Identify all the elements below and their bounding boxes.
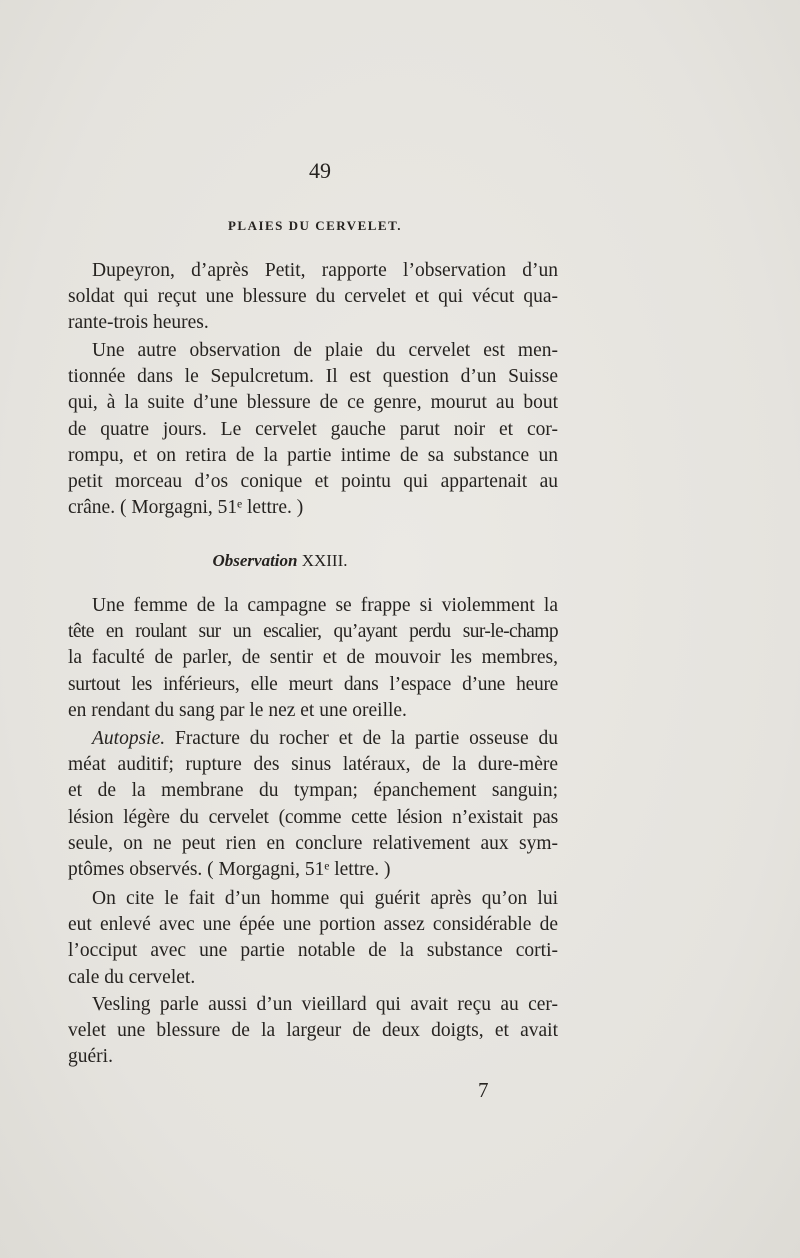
paragraph-vesling xyxy=(68,992,558,1071)
text-line: Vesling parle aussi d’un vieillard qui avait reçu au cer- xyxy=(92,994,558,1015)
text-line: qui, à la suite d’une blessure de ce genre, mourut au bout xyxy=(68,392,558,414)
text-line: Une femme de la campagne se frappe si violemment la xyxy=(92,595,558,616)
observation-number: XXIII. xyxy=(301,551,348,570)
text-line: de quatre jours. Le cervelet gauche parut noir et cor- xyxy=(68,418,558,440)
text-line: méat auditif; rupture des sinus latéraux, de la dure-mère xyxy=(68,754,558,776)
text-line: l’occiput avec une partie notable de la substance corti- xyxy=(68,940,558,962)
text-line: soldat qui reçut une blessure du cervelet et qui vécut qua- xyxy=(68,286,558,308)
autopsie-label: Autopsie. xyxy=(92,728,166,749)
section-heading: PLAIES DU CERVELET. xyxy=(227,218,403,233)
text-line: petit morceau d’os conique et pointu qui appartenait au xyxy=(68,470,558,492)
text-line: Dupeyron, d’après Petit, rapporte l’observation d’un xyxy=(92,260,558,281)
signature-mark: 7 xyxy=(478,1078,489,1102)
text-line: cale du cervelet. xyxy=(68,966,196,988)
page-number: 49 xyxy=(309,158,331,183)
text-line: crâne. ( Morgagni, 51ᵉ lettre. ) xyxy=(68,497,304,519)
paragraph-occiput xyxy=(68,886,558,991)
observation-heading xyxy=(0,551,560,571)
text-line: ptômes observés. ( Morgagni, 51ᵉ lettre. ) xyxy=(68,858,391,880)
paragraph-dupeyron xyxy=(68,258,558,337)
text-line xyxy=(68,726,558,752)
text-line: seule, on ne peut rien en conclure relativement aux sym- xyxy=(68,832,558,854)
text-line: en rendant du sang par le nez et une oreille. xyxy=(68,699,407,721)
autopsie-first-line: Fracture du rocher et de la partie osseuse du xyxy=(165,728,558,749)
text-line: la faculté de parler, de sentir et de mouvoir les membres, xyxy=(68,647,558,669)
text-line: velet une blessure de la largeur de deux doigts, et avait xyxy=(68,1020,558,1042)
text-line: et de la membrane du tympan; épanchement sanguin; xyxy=(68,780,558,802)
text-line: rante-trois heures. xyxy=(68,312,209,334)
text-line: Une autre observation de plaie du cervelet est men- xyxy=(92,340,558,361)
text-line: On cite le fait d’un homme qui guérit après qu’on lui xyxy=(92,888,558,909)
text-line: eut enlevé avec une épée une portion assez considérable de xyxy=(68,914,558,936)
text-line: tionnée dans le Sepulcretum. Il est question d’un Suisse xyxy=(68,366,558,388)
text-line: rompu, et on retira de la partie intime de sa substance un xyxy=(68,444,558,466)
paragraph-autopsie xyxy=(68,726,558,883)
text-line: tête en roulant sur un escalier, qu’ayant perdu sur-le-champ xyxy=(68,621,558,643)
observation-label: Observation xyxy=(212,551,298,570)
text-line: surtout les inférieurs, elle meurt dans l’espace d’une heure xyxy=(68,673,558,695)
text-line: guéri. xyxy=(68,1046,113,1068)
paragraph-case xyxy=(68,593,558,724)
text-line: lésion légère du cervelet (comme cette lésion n’existait pas xyxy=(68,806,558,828)
paragraph-sepulcretum xyxy=(68,338,558,521)
